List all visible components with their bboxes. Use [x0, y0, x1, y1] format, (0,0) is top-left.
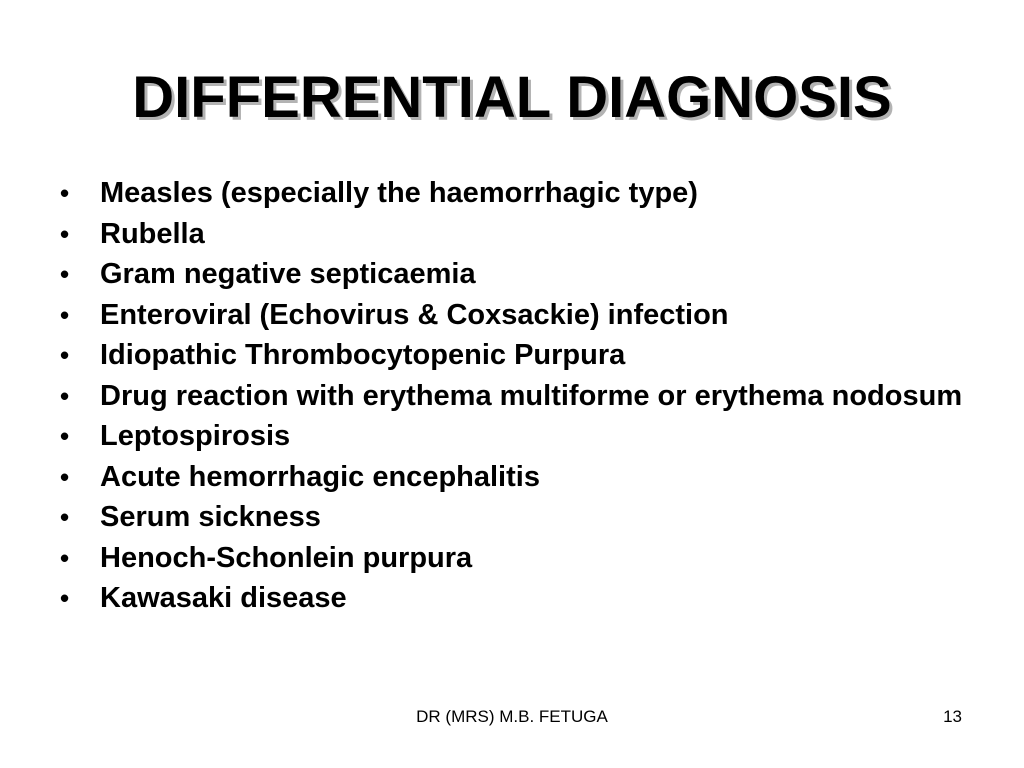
bullet-item — [60, 339, 970, 372]
bullet-item — [60, 542, 970, 575]
bullet-item — [60, 258, 970, 291]
bullet-item — [60, 582, 970, 615]
bullet-text: Rubella — [100, 217, 205, 250]
bullet-icon: • — [60, 259, 70, 289]
bullet-item — [60, 380, 970, 413]
bullet-text: Drug reaction with erythema multiforme or erythema nodosum — [100, 379, 963, 412]
bullet-text: Leptospirosis — [100, 420, 291, 452]
bullet-item — [60, 218, 970, 251]
bullet-text: Enteroviral (Echovirus & Coxsackie) infection — [100, 298, 729, 331]
bullet-text: Kawasaki disease — [100, 582, 347, 614]
bullet-icon: • — [60, 218, 70, 249]
bullet-icon: • — [60, 380, 70, 411]
bullet-text: Gram negative septicaemia — [100, 258, 476, 290]
bullet-text: Idiopathic Thrombocytopenic Purpura — [100, 339, 626, 371]
bullet-item — [60, 420, 970, 453]
bullet-icon: • — [60, 340, 70, 370]
bullet-text: Acute hemorrhagic encephalitis — [100, 460, 540, 493]
bullet-item — [60, 461, 970, 494]
bullet-icon: • — [60, 461, 70, 492]
bullet-icon: • — [60, 421, 70, 451]
bullet-icon: • — [60, 542, 70, 573]
footer-author: DR (MRS) M.B. FETUGA — [416, 707, 608, 726]
bullet-icon: • — [60, 502, 70, 532]
bullet-item — [60, 299, 970, 332]
bullet-text: Measles (especially the haemorrhagic type) — [100, 177, 698, 209]
bullet-icon: • — [60, 583, 70, 613]
bullet-icon: • — [60, 178, 70, 208]
bullet-text: Henoch-Schonlein purpura — [100, 541, 473, 574]
bullet-icon: • — [60, 299, 70, 330]
slide-title: DIFFERENTIAL DIAGNOSIS — [132, 65, 892, 130]
bullet-list — [60, 177, 970, 623]
bullet-item — [60, 177, 970, 210]
page-number: 13 — [943, 707, 962, 726]
bullet-text: Serum sickness — [100, 501, 321, 533]
bullet-item — [60, 501, 970, 534]
